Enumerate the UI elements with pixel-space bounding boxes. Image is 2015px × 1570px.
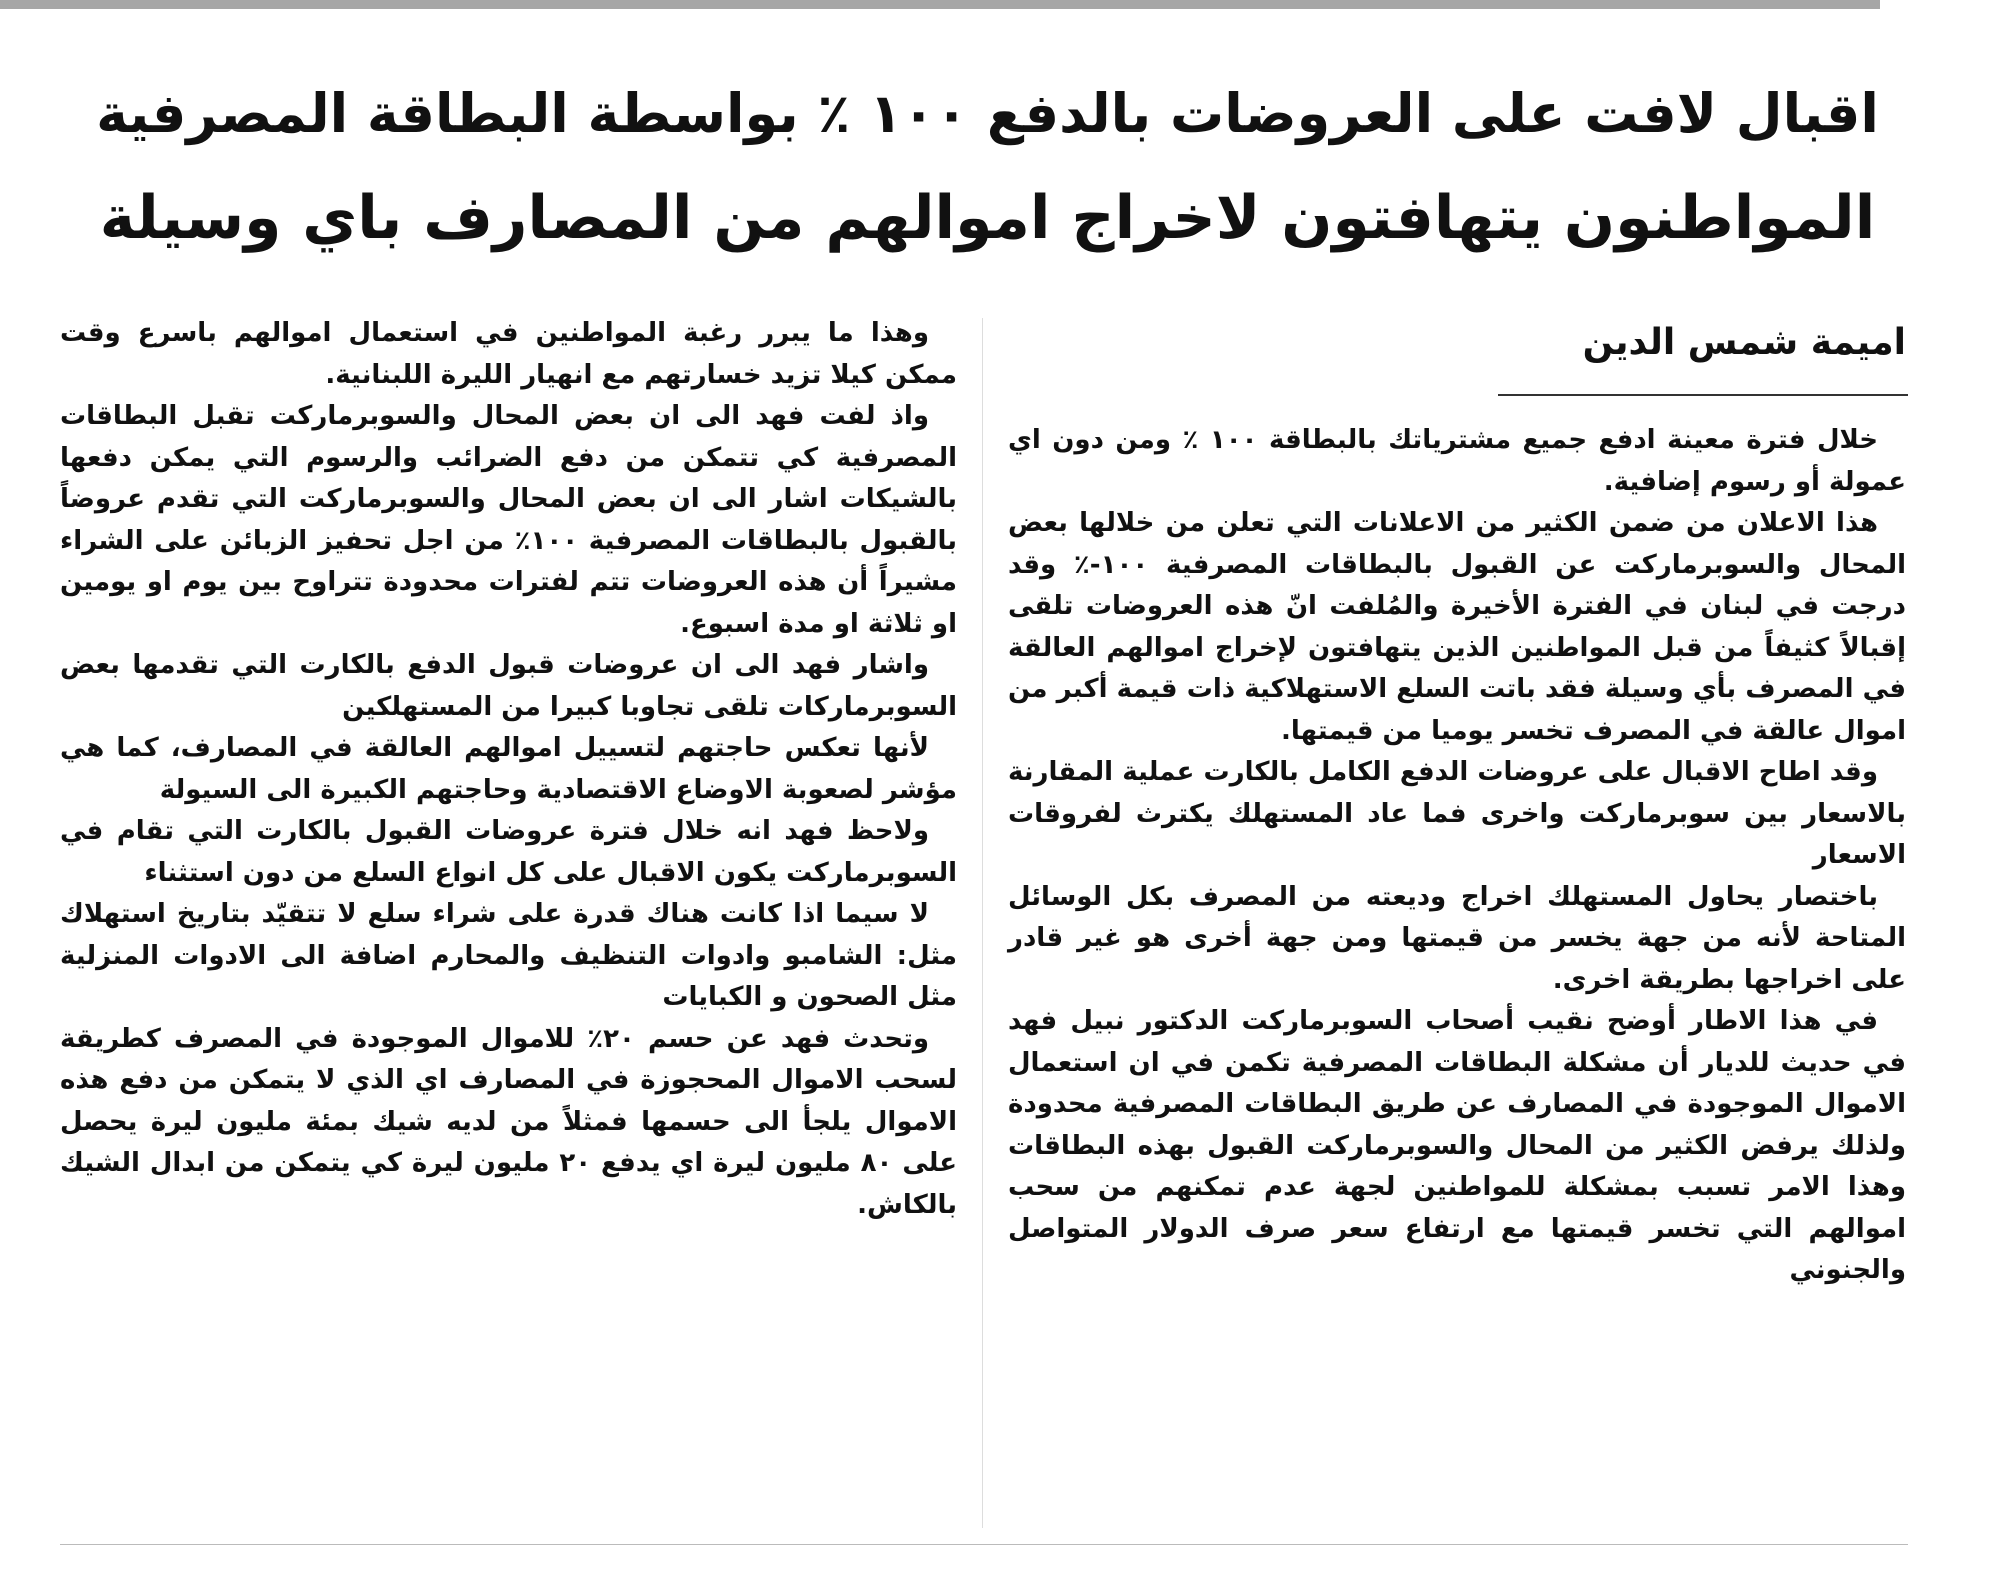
paragraph: باختصار يحاول المستهلك اخراج وديعته من المصرف بكل الوسائل المتاحة لأنه من جهة يخسر من قيمتها ومن جهة أخرى هو غير قادر على اخراجها بطريقة اخرى. <box>1008 881 1906 995</box>
bottom-rule <box>60 1544 1908 1545</box>
byline-underline <box>1498 394 1908 396</box>
paragraph: لأنها تعكس حاجتهم لتسييل اموالهم العالقة في المصارف، كما هي مؤشر لصعوبة الاوضاع الاقتصادية وحاجتهم الكبيرة الى السيولة <box>60 733 957 805</box>
paragraph: هذا الاعلان من ضمن الكثير من الاعلانات التي تعلن من خلالها بعض المحال والسوبرماركت عن القبول بالبطاقات المصرفية ١٠٠-٪ وقد درجت في لبنان في الفترة الأخيرة والمُلفت انّ هذه العروضات تلقى إقبالاً كثيفاً من قبل المواطنين الذين يتهافتون لإخراج اموالهم العالقة في المصرف بأي وسيلة فقد باتت السلع الاستهلاكية ذات قيمة أكبر من اموال عالقة في المصرف تخسر يوميا من قيمتها. <box>1008 508 1906 746</box>
article-column-right <box>1008 420 1906 1292</box>
paragraph: وتحدث فهد عن حسم ٢٠٪ للاموال الموجودة في المصرف كطريقة لسحب الاموال المحجوزة في المصارف اي الذي لا يتمكن من دفع هذه الاموال يلجأ الى حسمها فمثلاً من لديه شيك بمئة مليون ليرة يحصل على ٨٠ مليون ليرة اي يدفع ٢٠ مليون ليرة كي يتمكن من ابدال الشيك بالكاش. <box>60 1023 958 1220</box>
paragraph: وهذا ما يبرر رغبة المواطنين في استعمال اموالهم باسرع وقت ممكن كيلا تزيد خسارتهم مع انهيار الليرة اللبنانية. <box>60 318 957 390</box>
paragraph: خلال فترة معينة ادفع جميع مشترياتك بالبطاقة ١٠٠ ٪ ومن دون اي عمولة أو رسوم إضافية. <box>1008 425 1906 497</box>
paragraph: وقد اطاح الاقبال على عروضات الدفع الكامل بالكارت عملية المقارنة بالاسعار بين سوبرماركت واخرى فما عاد المستهلك يكترث لفروقات الاسعار <box>1008 757 1906 870</box>
paragraph: واشار فهد الى ان عروضات قبول الدفع بالكارت التي تقدمها بعض السوبرماركات تلقى تجاوبا كبيرا من المستهلكين <box>60 650 957 722</box>
top-rule <box>0 0 1880 9</box>
article-column-left <box>60 313 957 1226</box>
paragraph: لا سيما اذا كانت هناك قدرة على شراء سلع لا تتقيّد بتاريخ استهلاك مثل: الشامبو وادوات التنظيف والمحارم اضافة الى الادوات المنزلية مثل الصحون و الكبايات <box>60 899 957 1012</box>
paragraph: في هذا الاطار أوضح نقيب أصحاب السوبرماركت الدكتور نبيل فهد في حديث للديار أن مشكلة البطاقات المصرفية تكمن في ان استعمال الاموال الموجودة في المصارف عن طريق البطاقات المصرفية محدودة ولذلك يرفض الكثير من المحال والسوبرماركت القبول بهذه البطاقات وهذا الامر تسبب بمشكلة للمواطنين لجهة عدم تمكنهم من سحب اموالهم التي تخسر قيمتها مع ارتفاع سعر صرف الدولار المتواصل والجنوني <box>1008 1006 1906 1285</box>
paragraph: واذ لفت فهد الى ان بعض المحال والسوبرماركت تقبل البطاقات المصرفية كي تتمكن من دفع الضرائب والرسوم التي يمكن دفعها بالشيكات اشار الى ان بعض المحال والسوبرماركت التي تقدم عروضاً بالقبول بالبطاقات المصرفية ١٠٠٪ من اجل تحفيز الزبائن على الشراء مشيراً أن هذه العروضات تتم لفترات محدودة تتراوح بين يوم او يومين او ثلاثة او مدة اسبوع. <box>60 401 957 639</box>
headline-line-2: المواطنون يتهافتون لاخراج اموالهم من المصارف باي وسيلة <box>99 183 1876 253</box>
author-byline: اميمة شمس الدين <box>1582 322 1906 363</box>
headline-line-1: اقبال لافت على العروضات بالدفع ١٠٠ ٪ بواسطة البطاقة المصرفية <box>96 82 1879 145</box>
article-headline <box>80 62 1895 270</box>
column-divider <box>982 318 983 1528</box>
paragraph: ولاحظ فهد انه خلال فترة عروضات القبول بالكارت التي تقام في السوبرماركت يكون الاقبال على كل انواع السلع من دون استثناء <box>60 816 957 888</box>
